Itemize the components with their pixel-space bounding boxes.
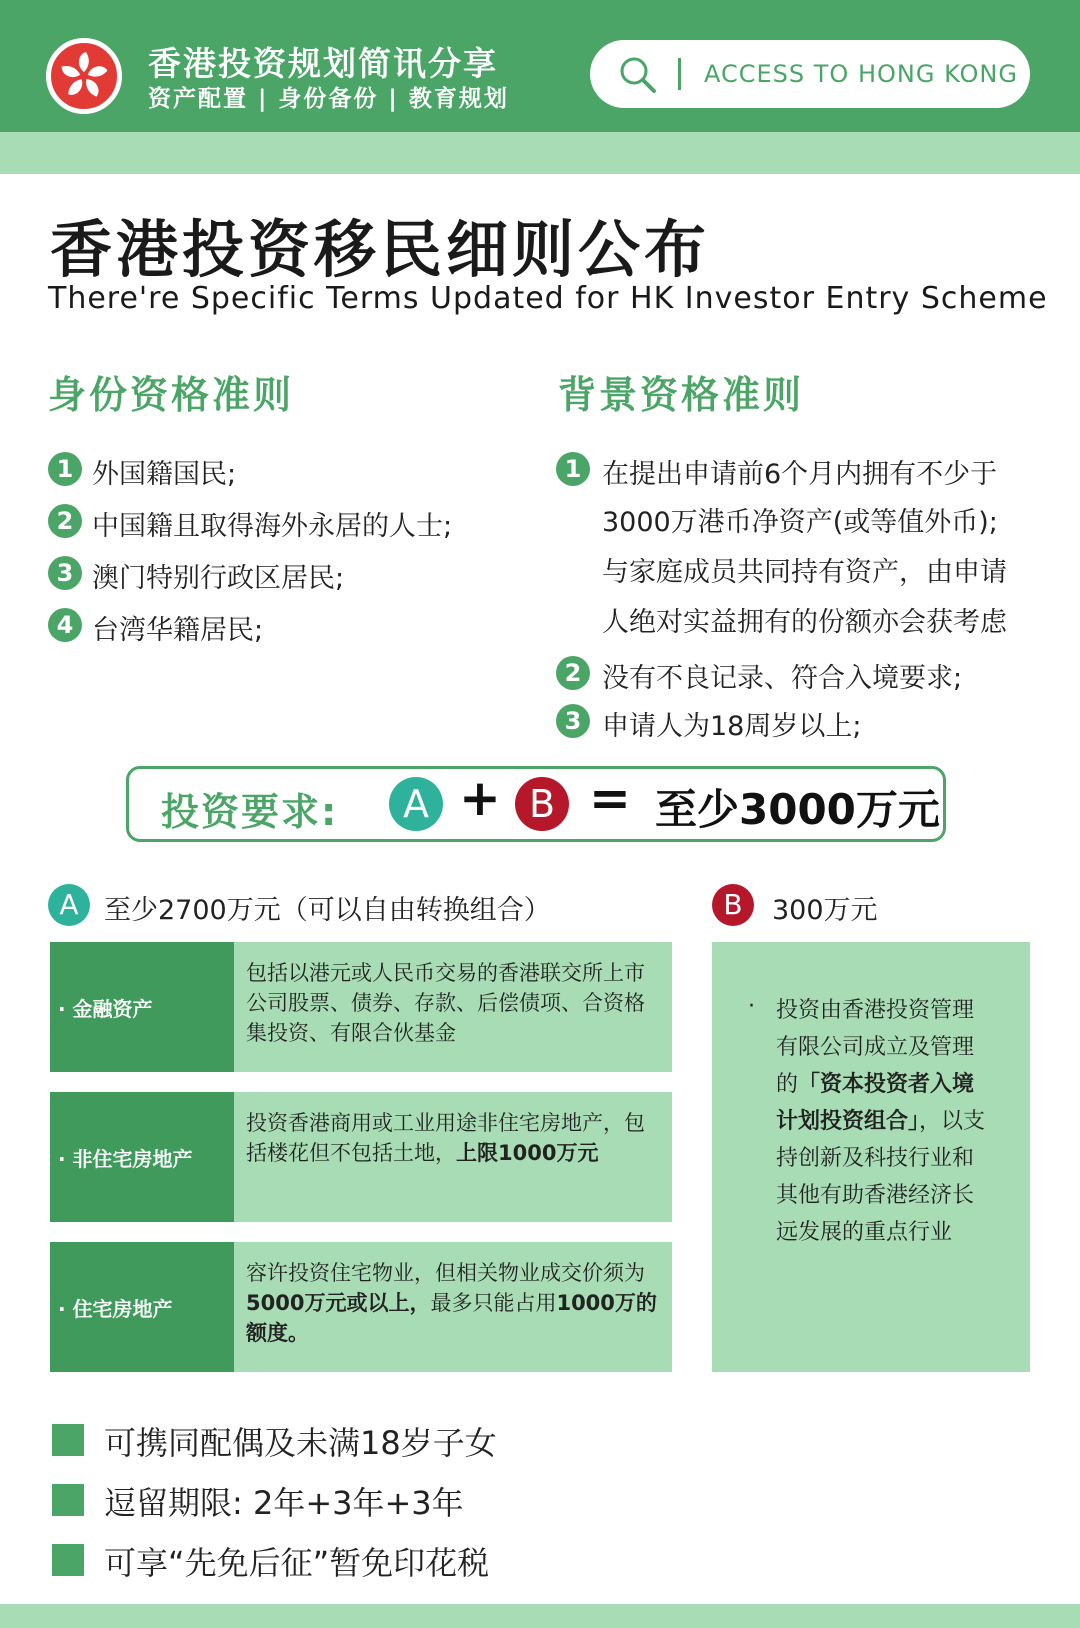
background-item-3: 申请人为18周岁以上; [602, 711, 862, 742]
investment-label: 投资要求: [161, 790, 339, 834]
option-a-badge: A [389, 777, 443, 831]
feature-square-icon [52, 1544, 84, 1576]
option-b-label: 300万元 [772, 895, 878, 926]
identity-item-4: 台湾华籍居民; [92, 615, 264, 646]
option-b-badge: B [515, 777, 569, 831]
search-bar[interactable] [590, 40, 1030, 108]
background-heading: 背景资格准则 [558, 373, 805, 417]
identity-item-3: 澳门特别行政区居民; [92, 563, 345, 594]
identity-item-1: 外国籍国民; [92, 459, 237, 490]
background-item-2: 没有不良记录、符合入境要求; [602, 663, 963, 694]
search-text: ACCESS TO HONG KONG [704, 60, 1018, 88]
feature-square-icon [52, 1424, 84, 1456]
search-divider [678, 58, 681, 90]
asset-name: · 金融资产 [50, 942, 234, 1072]
option-b-box [712, 942, 1030, 1372]
page-title: 香港投资移民细则公布 [50, 213, 711, 286]
header-bar [0, 0, 1080, 132]
option-a-label: 至少2700万元（可以自由转换组合） [104, 895, 551, 926]
identity-item-2: 中国籍且取得海外永居的人士; [92, 511, 453, 542]
investment-result: 至少3000万元 [655, 785, 940, 834]
background-item-1-line-1: 在提出申请前6个月内拥有不少于 [602, 459, 998, 490]
identity-num-2: 2 [48, 504, 82, 538]
asset-row-financial [50, 942, 672, 1072]
option-b-description: 投资由香港投资管理有限公司成立及管理的「资本投资者入境计划投资组合」，以支持创新及科技行业和其他有助香港经济长远发展的重点行业 [776, 998, 986, 1245]
hk-bauhinia-icon [46, 38, 122, 114]
footer-band [0, 1604, 1080, 1628]
identity-num-4: 4 [48, 608, 82, 642]
brand-subtitle: 资产配置 | 身份备份 | 教育规划 [148, 86, 509, 112]
asset-row-non-residential [50, 1092, 672, 1222]
plus-sign: + [459, 769, 501, 827]
asset-name: · 非住宅房地产 [50, 1092, 234, 1222]
brand-title: 香港投资规划简讯分享 [148, 44, 498, 83]
feature-item-1: 可携同配偶及未满18岁子女 [104, 1424, 497, 1462]
search-icon [618, 55, 658, 95]
equals-sign: = [589, 769, 631, 827]
asset-name: · 住宅房地产 [50, 1242, 234, 1372]
feature-square-icon [52, 1484, 84, 1516]
asset-desc: 包括以港元或人民币交易的香港联交所上市公司股票、债券、存款、后偿债项、合资格集投资、有限合伙基金 [234, 942, 672, 1072]
asset-row-residential [50, 1242, 672, 1372]
feature-item-3: 可享“先免后征”暂免印花税 [104, 1544, 490, 1582]
asset-desc: 投资香港商用或工业用途非住宅房地产，包括楼花但不包括土地，上限1000万元 [234, 1092, 672, 1222]
option-b-small-badge: B [712, 884, 754, 926]
identity-num-3: 3 [48, 556, 82, 590]
page-subtitle: There're Specific Terms Updated for HK Investor Entry Scheme [48, 281, 1048, 316]
option-a-small-badge: A [48, 884, 90, 926]
background-num-3: 3 [556, 704, 590, 738]
identity-heading: 身份资格准则 [48, 373, 295, 417]
background-num-2: 2 [556, 656, 590, 690]
background-item-1-line-2: 3000万港币净资产(或等值外币); [602, 507, 998, 538]
identity-num-1: 1 [48, 452, 82, 486]
asset-desc: 容许投资住宅物业，但相关物业成交价须为5000万元或以上，最多只能占用1000万的额度。 [234, 1242, 672, 1372]
feature-item-2: 逗留期限: 2年+3年+3年 [104, 1484, 464, 1522]
background-item-1-line-3: 与家庭成员共同持有资产，由申请 [602, 557, 1007, 588]
background-item-1-line-4: 人绝对实益拥有的份额亦会获考虑 [602, 607, 1007, 638]
background-num-1: 1 [556, 452, 590, 486]
option-b-bullet: · [748, 994, 755, 1019]
header-band [0, 132, 1080, 174]
investment-requirement-box [126, 766, 946, 842]
